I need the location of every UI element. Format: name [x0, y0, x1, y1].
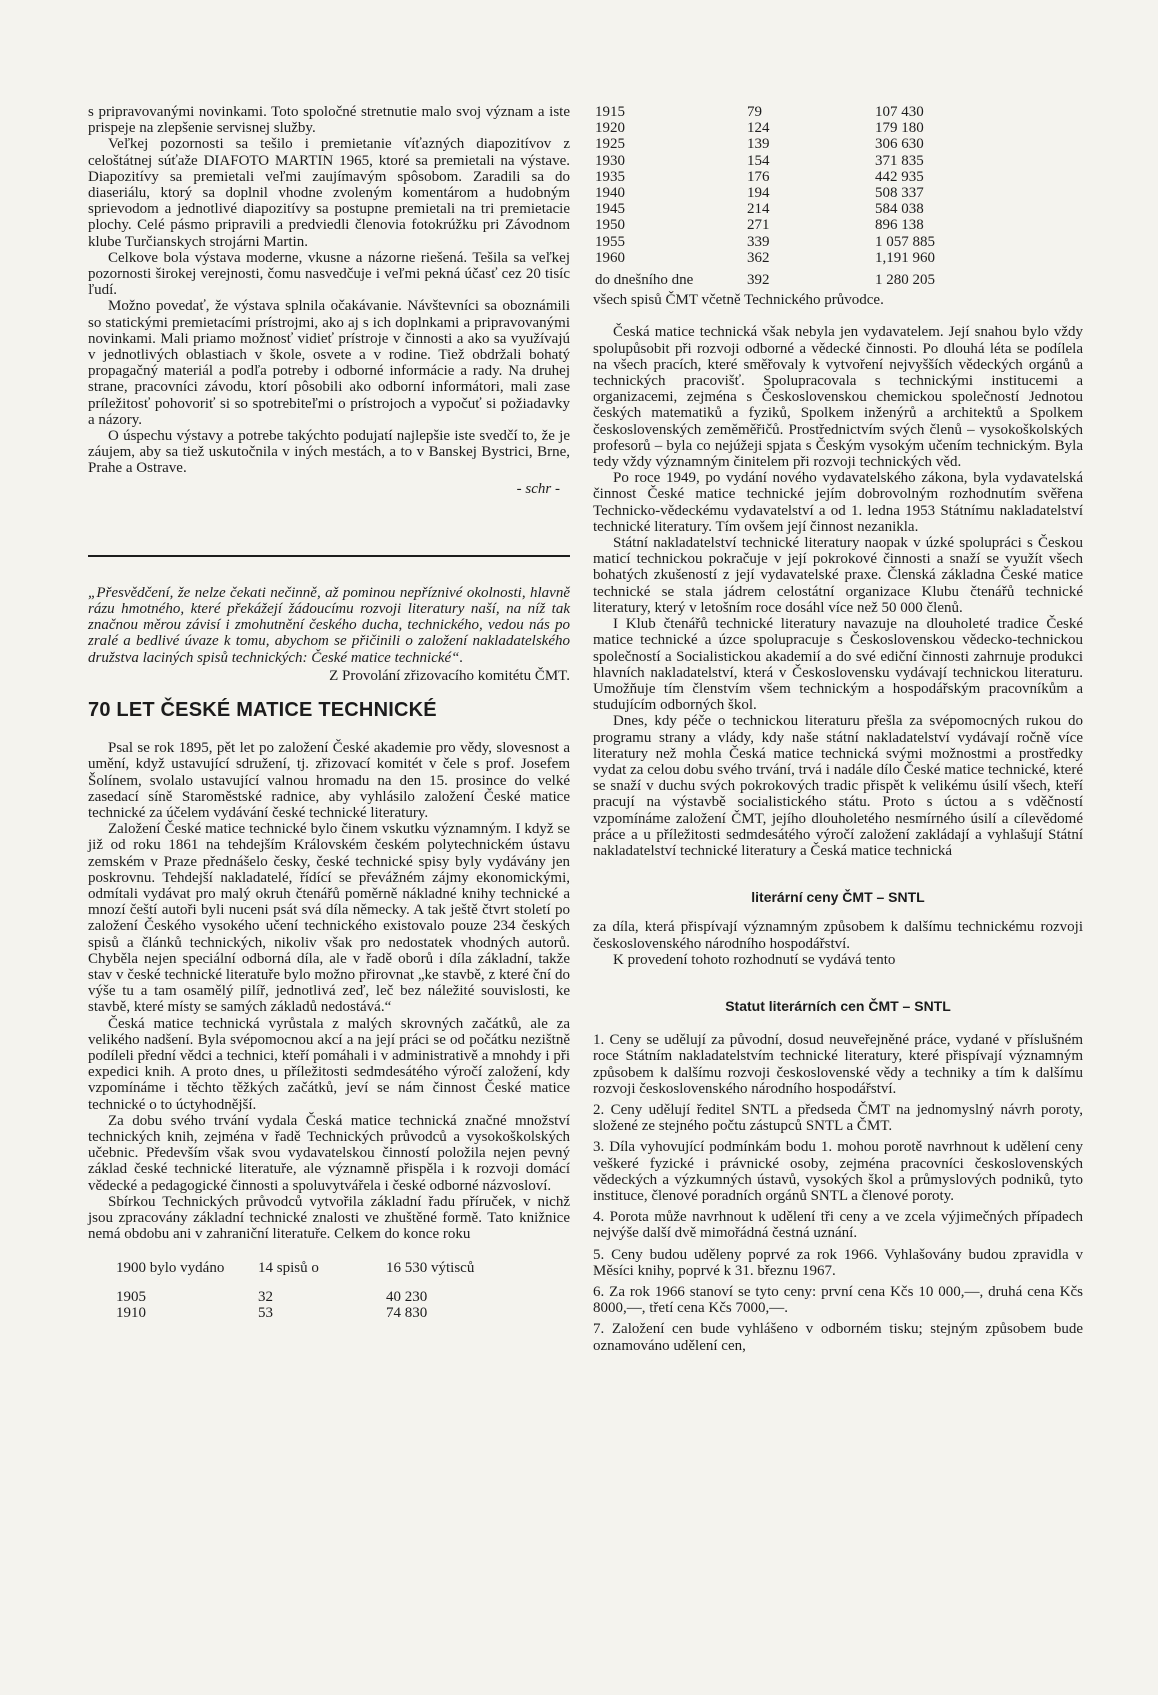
publications-table-start: [116, 1260, 546, 1321]
table-cell: 1935: [595, 168, 625, 185]
statute-rule: 5. Ceny budou uděleny poprvé za rok 1966. Vyhlašovány budou zpravidla v Měsíci knihy, poprvé k 31. březnu 1967.: [593, 1246, 1083, 1279]
table-cell: 1925: [595, 136, 625, 153]
table-cell: 1920: [595, 120, 625, 137]
table-row: [595, 185, 985, 201]
table-cell: 1950: [595, 217, 625, 234]
table-cell: 1 057 885: [875, 233, 935, 250]
left-column: [88, 104, 570, 1321]
table-row: [595, 136, 985, 152]
article-paragraph: Možno povedať, že výstava splnila očakávanie. Návštevníci sa oboznámili so statickými premietacími prístrojmi, ako aj s ich doplnkami a pripravovanými novinkami. Mali priamo možnosť vidieť prístroje v činnosti a ako sa využívajú v jednotlivých oblastiach v škole, osvete a v rodine. Tiež obdržali bohatý propagačný materiál a podľa potreby i odborné informácie a rady. Na druhej strane, pracovníci závodu, ktorí pôsobili ako odborní informátori, mali zase príležitosť pohovoriť si so spotrebiteľmi o prístrojoch a vypočuť si požiadavky a názory.: [88, 298, 570, 428]
article-paragraph: Založení České matice technické bylo činem vskutku významným. I když se již od roku 1861 na tehdejším Královském českém polytechnickém ústavu zemském v Praze přednášelo česky, české technické spisy byly vydávány jen poskrovnu. Tehdejší nakladatelé, řídící se převážném zájmy ekonomickými, odmítali vydávat pro malý okruh čtenářů poměrně nákladné knihy technické a mnozí čeští autoři byli nuceni psát svá díla německy. A tak ještě čtvrt století po založení Českého vysokého učení technického existovalo pouze 234 českých spisů a článků technických, nikoliv však pro nedostatek vhodných autorů. Chyběla nejen speciální odborná díla, ale v řadě oborů i díla základní, takže stav v české technické literatuře bylo možno přirovnat „ke stavbě, z které ční do výše tu a tam osamělý pilíř, jednotlivá zeď, leč bez náležité souvislosti, ke stavbě, které místy se samých základů nedostává.“: [88, 821, 570, 1016]
article-paragraph: O úspechu výstavy a potrebe takýchto podujatí najlepšie iste svedčí to, že je záujem, aby sa tiež uskutočnila v iných mestách, a to v Banskej Bystrici, Brne, Prahe a Ostrave.: [88, 428, 570, 477]
table-row: [595, 201, 985, 217]
table-row: [116, 1305, 546, 1321]
article-paragraph: Sbírkou Technických průvodců vytvořila základní řadu příruček, v nichž jsou zpracovány základní technické znalosti ve zhuštěné formě. Tato knižnice nemá obdobu ani v zahraniční literatuře. Celkem do konce roku: [88, 1193, 570, 1243]
table-cell: 74 830: [386, 1304, 428, 1321]
table-cell: 214: [747, 201, 770, 218]
table-row: [116, 1289, 546, 1305]
table-cell: 16 530 výtisců: [386, 1260, 475, 1277]
table-row: [595, 234, 985, 250]
table-cell: 1945: [595, 201, 625, 218]
table-cell: 508 337: [875, 185, 924, 202]
table-cell: 79: [747, 104, 762, 120]
table-cell: 306 630: [875, 136, 924, 153]
table-cell: 107 430: [875, 104, 924, 120]
table-cell: 1910: [116, 1304, 146, 1321]
article-paragraph: Celkove bola výstava moderne, vkusne a názorne riešená. Tešila sa veľkej pozornosti širokej verejnosti, čomu nasvedčuje i veľmi pekná účasť cez 20 tisíc ľudí.: [88, 249, 570, 299]
table-cell: 53: [258, 1304, 273, 1321]
article-paragraph: I Klub čtenářů technické literatury navazuje na dlouholeté tradice České matice technické a úzce spolupracuje s Československou vědecko-technickou společností a Socialistickou akademií a do své ediční činnosti zahrnuje produkci hlavních nakladatelství, která v Československu vydávají technickou literaturu. Umožňuje tím členstvím všem technickým a hospodářským pracovníkům a studujícím odborných škol.: [593, 616, 1083, 714]
table-cell: 1930: [595, 152, 625, 169]
article-paragraph: Česká matice technická vyrůstala z malých skrovných začátků, ale za velikého nadšení. Byla svépomocnou akcí a na její práci se od počátku nezištně podíleli přední vědci a technici, kteří pomáhali i v administrativě a mnohdy i při expedici knih. A proto dnes, u příležitosti sedmdesátého výročí založení, kdy vzpomínáme i těchto těžkých začátků, jeví se nám činnost České matice technické o to úctyhodnější.: [88, 1015, 570, 1113]
author-signature: - schr -: [516, 480, 560, 497]
table-row: [595, 120, 985, 136]
table-row: [116, 1260, 546, 1276]
table-cell: 1900 bylo vydáno: [116, 1260, 225, 1277]
statute-rule: 7. Založení cen bude vyhlášeno v odborném tisku; stejným způsobem bude oznamováno udělení cen,: [593, 1321, 1083, 1354]
table-cell: 1905: [116, 1288, 146, 1305]
epigraph-source: Z Provolání zřizovacího komitétu ČMT.: [329, 667, 570, 684]
statute-rule: 2. Ceny udělují ředitel SNTL a předseda ČMT na jednomyslný návrh poroty, složené ze stejného počtu zástupců SNTL a ČMT.: [593, 1101, 1083, 1135]
table-cell: 271: [747, 217, 770, 234]
article-paragraph: s pripravovanými novinkami. Toto spoločné stretnutie malo svoj význam a iste prispeje na zlepšenie servisnej služby.: [88, 104, 570, 137]
article-paragraph: Za dobu svého trvání vydala Česká matice technická značné množství technických knih, zejména v řadě Technických průvodců a vysokoškolských učebnic. Především však svou vydavatelskou činností položila nejen pevný základ české technické literatuře, ale významně přispěla i k rozvoji domácí vědecké a pedagogické činnosti a spoluvytvářela i české odborné názvosloví.: [88, 1112, 570, 1194]
table-row: [595, 169, 985, 185]
right-column: [593, 104, 1083, 1354]
table-row: [595, 266, 985, 288]
table-cell: 1,191 960: [875, 249, 935, 266]
publications-table-continued: [595, 104, 985, 288]
table-cell: 339: [747, 233, 770, 250]
table-cell: 194: [747, 185, 770, 202]
statute-rule: 4. Porota může navrhnout k udělení tři ceny a ve zcela výjimečných případech nejvýše další dvě mimořádná čestná uznání.: [593, 1209, 1083, 1242]
table-cell: 392: [747, 272, 770, 289]
table-cell: 40 230: [386, 1288, 428, 1305]
table-row: [595, 250, 985, 266]
epigraph-quote: „Přesvědčení, že nelze čekati nečinně, až pominou nepříznivé okolnosti, hlavně rázu hmotného, které překážejí žádoucímu rozvoji literatury naší, na níž tak značnou měrou závisí i zmohutnění českého ducha, technického, vedou nás po zralé a bedlivé úvaze k tomu, abychom se přičinili o založení nakladatelského družstva laciných spisů technických: České matice technické“.: [88, 584, 570, 666]
table-cell: 1960: [595, 249, 625, 266]
prize-heading: literární ceny ČMT – SNTL: [751, 889, 925, 906]
table-cell: 584 038: [875, 201, 924, 218]
table-cell: 896 138: [875, 217, 924, 234]
article-paragraph: za díla, která přispívají významným způsobem k dalšímu technickému rozvoji československého národního hospodářství.: [593, 919, 1083, 952]
statute-rule: 6. Za rok 1966 stanoví se tyto ceny: první cena Kčs 10 000,—, druhá cena Kčs 8000,—, třetí cena Kčs 7000,—.: [593, 1284, 1083, 1317]
article-paragraph: Po roce 1949, po vydání nového vydavatelského zákona, byla vydavatelská činnost České matice technické jejím dobrovolným rozhodnutím svěřena Technicko-vědeckému vydavatelství a od 1. ledna 1953 Státnímu nakladatelství technické literatury. Tím ovšem její činnost nezanikla.: [593, 470, 1083, 535]
article-paragraph: Dnes, kdy péče o technickou literaturu přešla za svépomocných rukou do programu strany a vlády, kdy naše státní nakladatelství vydávají ročně více literatury než mohla Česká matice technická svými možnostmi a prostředky vydat za celou dobu svého trvání, trvá i nadále dílo České matice technické, které se snaží v duchu svých pokrokových tradic přispět k velikému úsilí všech, kteří pracují na výstavbě socialistického státu. Proto s úctou a s vděčností vzpomínáme založení ČMT, jejího dlouholetého nesmírného úsilí a cílevědomé práce a u příležitosti sedmdesátého výročí založení zakládají a vyhlašují Státní nakladatelství technické literatury a Česká matice technická: [593, 713, 1083, 859]
table-cell: 1 280 205: [875, 272, 935, 289]
table-cell: 1915: [595, 104, 625, 120]
table-cell: 14 spisů o: [258, 1260, 319, 1277]
article-paragraph: Veľkej pozornosti sa tešilo i premietanie víťazných diapozitívov z celoštátnej súťaže DIAFOTO MARTIN 1965, ktoré sa premietali na výstave. Diapozitívy sa premietali veľmi zaujímavým spôsobom. Zaradili sa do diaseriálu, ktorý sa doplnil vhodne zvoleným komentárom a hudobným sprievodom a jednotlivé diapozitívy sa postupne premietali na tri premietacie plochy. Celé pásmo pripravili a predviedli členovia fotokrúžku pri Závodnom klube Turčianskych strojárni Martin.: [88, 136, 570, 250]
table-cell: 32: [258, 1288, 273, 1305]
table-cell: 1955: [595, 233, 625, 250]
table-cell: 362: [747, 249, 770, 266]
section-divider: [88, 555, 570, 557]
table-cell: 371 835: [875, 152, 924, 169]
statute-rules: [593, 1032, 1083, 1354]
statute-rule: 1. Ceny se udělují za původní, dosud neuveřejněné práce, vydané v příslušném roce Státním nakladatelstvím technické literatury, které přispívají významným způsobem k dalšímu rozvoji československé vědy a techniky a tím k dalšímu rozvoji československého národního hospodářství.: [593, 1032, 1083, 1097]
article-paragraph: K provedení tohoto rozhodnutí se vydává tento: [613, 951, 896, 968]
table-cell: do dnešního dne: [595, 272, 694, 289]
article-heading: 70 LET ČESKÉ MATICE TECHNICKÉ: [88, 699, 437, 722]
table-row: [595, 217, 985, 233]
article-paragraph: Česká matice technická však nebyla jen vydavatelem. Její snahou bylo vždy spolupůsobit při rozvoji odborné a vědecké činnosti. Po dlouhá léta se podílela na všech pracích, které směřovaly k vytvoření nejvyšších vědeckých orgánů a technických pracovišť. Spolupracovala s technickými institucemi a organizacemi, zejména s Československou chemickou společností Jednotou českých matematiků a fyziků, Spolkem inženýrů a architektů a Spolkem československých zeměměřičů. Prostřednictvím svých členů – vysokoškolských profesorů – byla co nejúžeji spjata s Českým vysokým učením technickým. Byla tedy vždy významným činitelem při rozvoji technických věd.: [593, 324, 1083, 471]
table-cell: 442 935: [875, 168, 924, 185]
table-row: [595, 153, 985, 169]
table-cell: 179 180: [875, 120, 924, 137]
table-cell: 154: [747, 152, 770, 169]
article-paragraph: Psal se rok 1895, pět let po založení České akademie pro vědy, slovesnost a umění, když ustavující sdružení, tj. zřizovací komitét v čele s prof. Josefem Šolínem, svolalo ustavující valnou hromadu na den 15. prosince do velké zasedací síně Staroměstské radnice, aby vyhlásilo založení České matice technické za účelem vydávání české technické literatury.: [88, 740, 570, 821]
article-paragraph: Státní nakladatelství technické literatury naopak v úzké spolupráci s Českou maticí technickou pokračuje v její pokrokové činnosti a snaží se využít všech bohatých zkušeností z její vydavatelské praxe. Členská základna České matice technické se stala jádrem celostátní organizace Klubu čtenářů technické literatury, který v letošním roce dosáhl více než 50 000 členů.: [593, 535, 1083, 616]
table-cell: 1940: [595, 185, 625, 202]
table-row: [595, 104, 985, 120]
statute-heading: Statut literárních cen ČMT – SNTL: [725, 997, 951, 1014]
statute-rule: 3. Díla vyhovující podmínkám bodu 1. mohou porotě navrhnout k udělení ceny veškeré fyzické i právnické osoby, zejména pracovníci československých vědeckých a výzkumných ústavů, vysokých škol a průmyslových podniků, tyto instituce, členové poradních orgánů SNTL a členové poroty.: [593, 1139, 1083, 1204]
table-cell: 176: [747, 168, 770, 185]
table-cell: 139: [747, 136, 770, 153]
table-cell: 124: [747, 120, 770, 137]
table-caption: všech spisů ČMT včetně Technického průvodce.: [593, 292, 884, 309]
